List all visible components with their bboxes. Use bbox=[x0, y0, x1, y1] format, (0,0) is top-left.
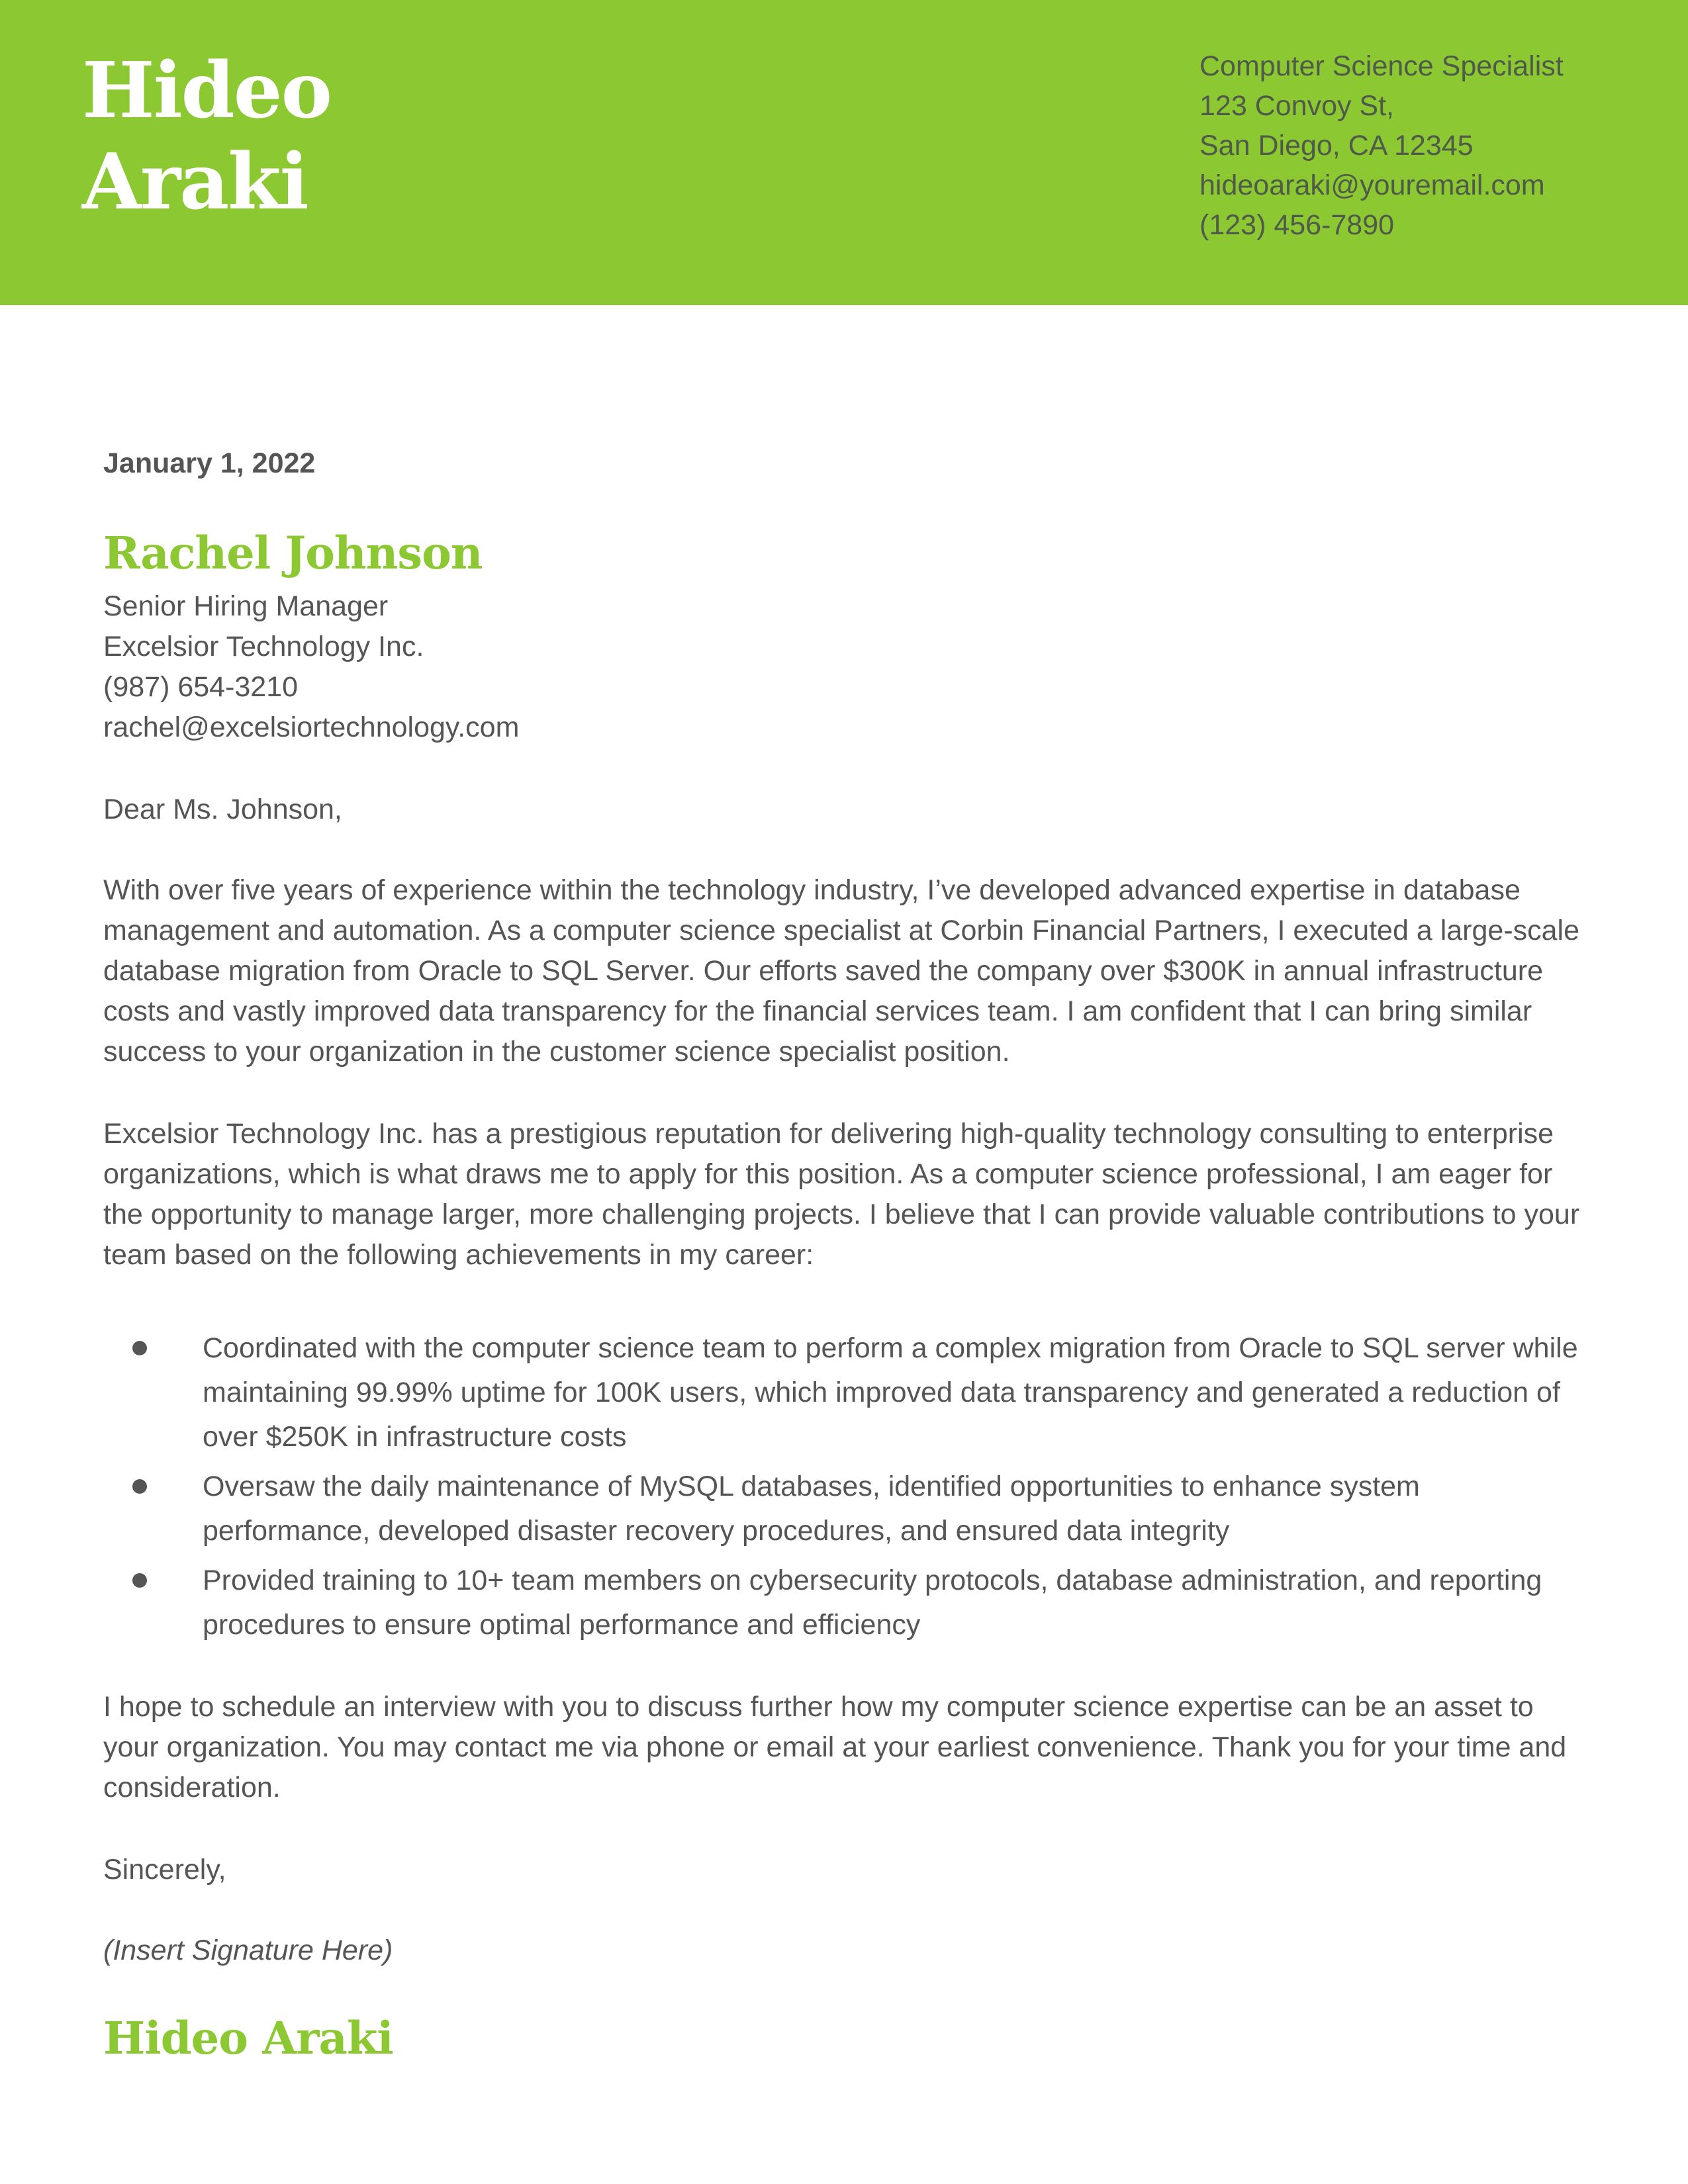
applicant-title: Computer Science Specialist bbox=[1199, 50, 1564, 82]
bullet-icon bbox=[132, 1573, 147, 1588]
achievement-text: Provided training to 10+ team members on cybersecurity protocols, database administration, and reporting procedures to ensure optimal performance and efficiency bbox=[203, 1565, 1542, 1641]
achievement-text: Oversaw the daily maintenance of MySQL databases, identified opportunities to enhance system performance, developed disaster recovery procedures, and ensured data integrity bbox=[203, 1471, 1420, 1547]
paragraph-closing: I hope to schedule an interview with you to discuss further how my computer science expertise can be an asset to your organization. You may contact me via phone or email at your earliest convenience. Thank you for your time and consideration. bbox=[103, 1691, 1567, 1803]
list-item bbox=[103, 1465, 1586, 1553]
applicant-email: hideoaraki@youremail.com bbox=[1199, 169, 1545, 201]
recipient-phone: (987) 654-3210 bbox=[103, 671, 299, 703]
applicant-street: 123 Convoy St, bbox=[1199, 90, 1395, 122]
achievement-text: Coordinated with the computer science team to perform a complex migration from Oracle to SQL server while maintaining 99.99% uptime for 100K users, which improved data transparency and generated a reduction of over $250K in infrastructure costs bbox=[203, 1332, 1578, 1453]
paragraph-interest: Excelsior Technology Inc. has a prestigious reputation for delivering high-quality technology consulting to enterprise organizations, which is what draws me to apply for this position. As a computer science professional, I am eager for the opportunity to manage larger, more challenging projects. I believe that I can provide valuable contributions to your team based on the following achievements in my career: bbox=[103, 1118, 1580, 1271]
letter-date: January 1, 2022 bbox=[103, 447, 316, 479]
applicant-city: San Diego, CA 12345 bbox=[1199, 130, 1474, 161]
applicant-name bbox=[82, 45, 331, 228]
paragraph-intro: With over five years of experience within the technology industry, I’ve developed advanced expertise in database management and automation. As a computer science specialist at Corbin Financial Partners, I executed a large-scale database migration from Oracle to SQL Server. Our efforts saved the company over $300K in annual infrastructure costs and vastly improved data transparency for the financial services team. I am confident that I can bring similar success to your organization in the customer science specialist position. bbox=[103, 874, 1580, 1068]
sender-name: Hideo Araki bbox=[103, 2012, 393, 2064]
applicant-contact-block bbox=[1199, 46, 1564, 245]
salutation: Dear Ms. Johnson, bbox=[103, 794, 342, 825]
list-item bbox=[103, 1326, 1586, 1459]
recipient-title: Senior Hiring Manager bbox=[103, 590, 389, 622]
bullet-icon bbox=[132, 1479, 147, 1494]
list-item bbox=[103, 1559, 1586, 1647]
header-banner bbox=[0, 0, 1688, 305]
applicant-first-name: Hideo bbox=[82, 46, 331, 136]
recipient-name: Rachel Johnson bbox=[103, 527, 483, 579]
closing: Sincerely, bbox=[103, 1854, 226, 1886]
recipient-company: Excelsior Technology Inc. bbox=[103, 631, 424, 662]
achievements-list bbox=[103, 1326, 1586, 1653]
recipient-details bbox=[103, 586, 519, 748]
applicant-phone: (123) 456-7890 bbox=[1199, 209, 1395, 241]
signature-placeholder: (Insert Signature Here) bbox=[103, 1934, 393, 1966]
applicant-last-name: Araki bbox=[82, 137, 308, 227]
recipient-email: rachel@excelsiortechnology.com bbox=[103, 711, 520, 743]
bullet-icon bbox=[132, 1341, 147, 1355]
